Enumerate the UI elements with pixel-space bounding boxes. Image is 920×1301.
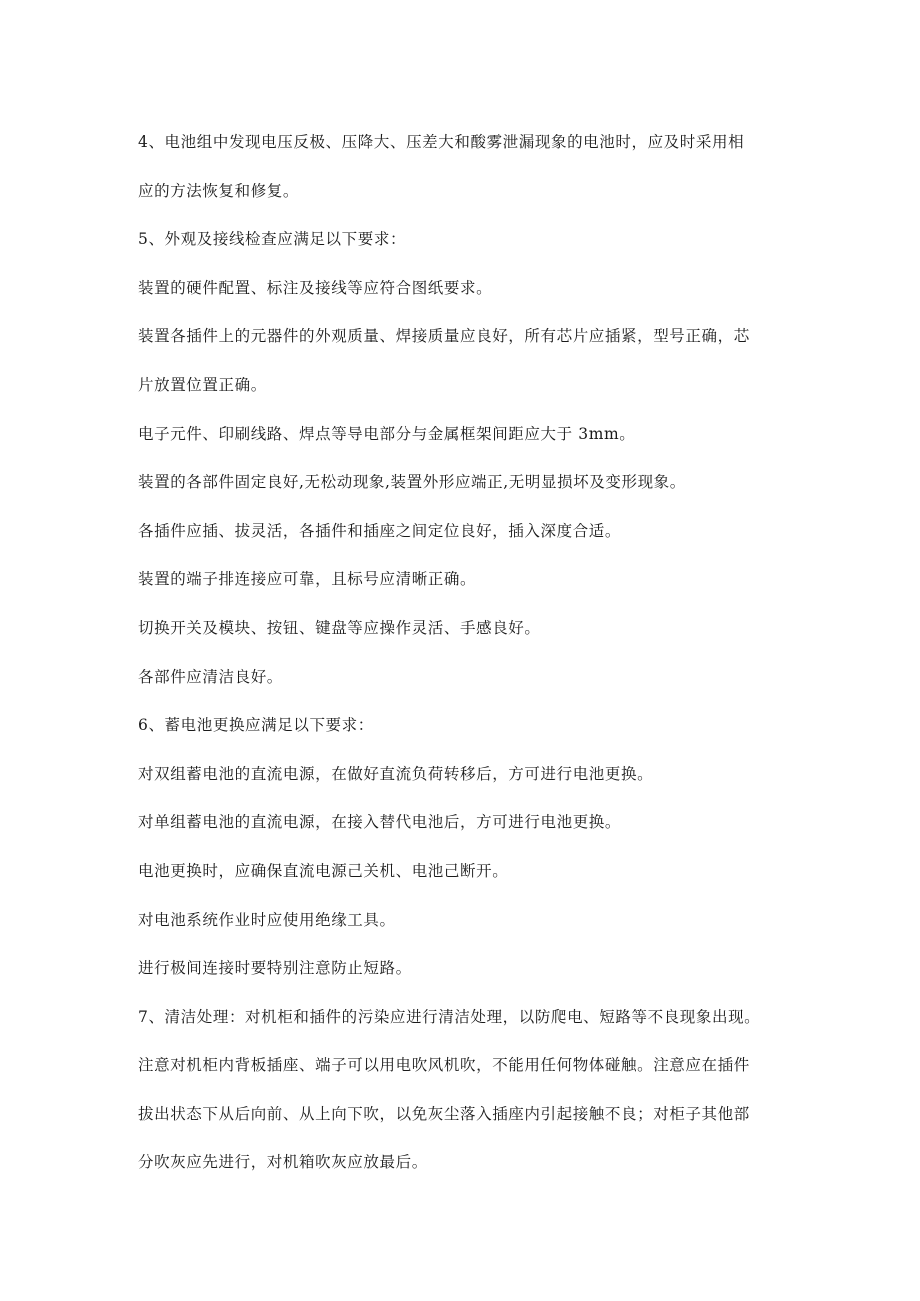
text-line-cleaning-b: 拔出状态下从后向前、从上向下吹，以免灰尘落入插座内引起接触不良；对柜子其他部 bbox=[138, 1104, 750, 1123]
text-line-plugins: 各插件应插、拔灵活，各插件和插座之间定位良好，插入深度合适。 bbox=[138, 521, 622, 540]
text-line-item4-b: 应的方法恢复和修复。 bbox=[138, 181, 300, 200]
heading-item5: 5、外观及接线检查应满足以下要求： bbox=[138, 230, 407, 249]
text-line-components-a: 装置各插件上的元器件的外观质量、焊接质量应良好，所有芯片应插紧，型号正确，芯 bbox=[138, 327, 750, 346]
text-line-switches: 切换开关及模块、按钮、键盘等应操作灵活、手感良好。 bbox=[138, 618, 541, 637]
text-line-dual-battery: 对双组蓄电池的直流电源，在做好直流负荷转移后，方可进行电池更换。 bbox=[138, 764, 654, 783]
text-line-terminals: 装置的端子排连接应可靠，且标号应清晰正确。 bbox=[138, 570, 477, 589]
heading-item6: 6、蓄电池更换应满足以下要求： bbox=[138, 716, 374, 735]
text-line-single-battery: 对单组蓄电池的直流电源，在接入替代电池后，方可进行电池更换。 bbox=[138, 813, 622, 832]
text-line-hardware: 装置的硬件配置、标注及接线等应符合图纸要求。 bbox=[138, 278, 493, 297]
text-line-cleaning-c: 分吹灰应先进行，对机箱吹灰应放最后。 bbox=[138, 1153, 428, 1172]
text-line-cleaning-a: 注意对机柜内背板插座、端子可以用电吹风机吹，不能用任何物体碰触。注意应在插件 bbox=[138, 1056, 750, 1075]
heading-item7: 7、清洁处理：对机柜和插件的污染应进行清洁处理，以防爬电、短路等不良现象出现。 bbox=[138, 1007, 761, 1026]
document-body bbox=[138, 118, 798, 1187]
text-line-components-b: 片放置位置正确。 bbox=[138, 375, 267, 394]
text-line-spacing: 电子元件、印刷线路、焊点等导电部分与金属框架间距应大于 3mm。 bbox=[138, 424, 636, 443]
text-line-short-circuit: 进行极间连接时要特别注意防止短路。 bbox=[138, 959, 412, 978]
text-line-fixing: 装置的各部件固定良好,无松动现象,装置外形应端正,无明显损坏及变形现象。 bbox=[138, 473, 686, 492]
text-line-insulated-tools: 对电池系统作业时应使用绝缘工具。 bbox=[138, 910, 396, 929]
text-line-item4-a: 4、电池组中发现电压反极、压降大、压差大和酸雾泄漏现象的电池时，应及时采用相 bbox=[138, 133, 745, 151]
text-line-cleanliness: 各部件应清洁良好。 bbox=[138, 667, 283, 686]
text-line-shutdown: 电池更换时，应确保直流电源己关机、电池己断开。 bbox=[138, 861, 509, 880]
